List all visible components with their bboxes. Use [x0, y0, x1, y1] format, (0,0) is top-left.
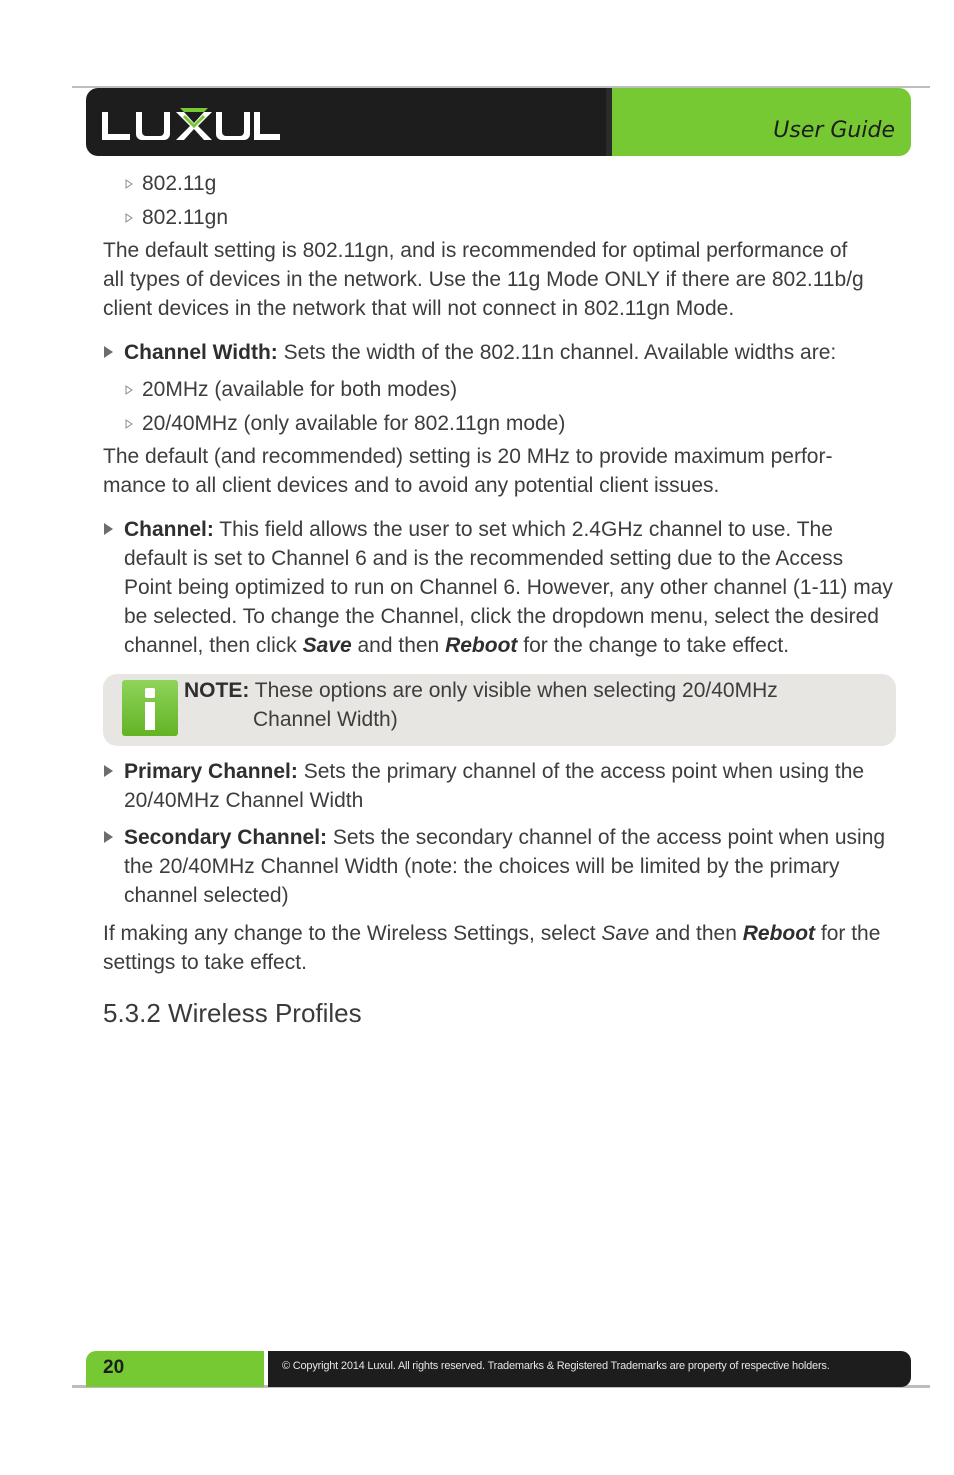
mode-paragraph: The default setting is 802.11gn, and is recommended for optimal performance of all types of devices in the network. Use the 11g Mode ONLY if there are 802.11b/g client devices in the network that will not connect in 802.11gn Mode.	[103, 239, 864, 320]
info-icon	[122, 680, 178, 736]
open-triangle-bullet-icon	[124, 179, 134, 189]
bullet-triangle-icon	[104, 346, 113, 358]
copyright-text: © Copyright 2014 Luxul. All rights reserved. Trademarks & Registered Trademarks are property of respective holders.	[282, 1360, 830, 1372]
open-triangle-bullet-icon	[124, 419, 134, 429]
mode-list-item: 802.11gn	[124, 203, 228, 232]
primary-channel-item: Primary Channel: Sets the primary channel of the access point when using the 20/40MHz Channel Width	[104, 757, 904, 815]
secondary-channel-item: Secondary Channel: Sets the secondary channel of the access point when using the 20/40MHz Channel Width (note: the choices will be limited by the primary channel selected)	[104, 823, 904, 910]
width-option-item: 20MHz (available for both modes)	[124, 375, 457, 404]
closing-paragraph: If making any change to the Wireless Settings, select Save and then Reboot for the settings to take effect.	[103, 922, 881, 974]
channel-width-item: Channel Width: Sets the width of the 802.11n channel. Available widths are:	[104, 338, 904, 367]
bullet-triangle-icon	[104, 523, 113, 535]
luxul-logo	[100, 106, 282, 146]
bullet-triangle-icon	[104, 831, 113, 843]
width-option-item: 20/40MHz (only available for 802.11gn mode)	[124, 409, 565, 438]
channel-item: Channel: This field allows the user to set which 2.4GHz channel to use. The default is set to Channel 6 and is the recommended setting due to the Access Point being optimized to run on Channel 6. However, any other channel (1-11) may be selected. To change the Channel, click the dropdown menu, select the desired channel, then click Save and then Reboot for the change to take effect.	[104, 515, 904, 660]
channel-width-paragraph: The default (and recommended) setting is 20 MHz to provide maximum perfor- mance to all client devices and to avoid any potential client issues.	[103, 445, 833, 497]
section-heading: 5.3.2 Wireless Profiles	[103, 998, 362, 1028]
bullet-triangle-icon	[104, 765, 113, 777]
open-triangle-bullet-icon	[124, 385, 134, 395]
note-text: NOTE: These options are only visible when selecting 20/40MHz Channel Width)	[184, 679, 778, 731]
guide-title: User Guide	[773, 118, 895, 143]
page-number: 20	[103, 1357, 125, 1378]
mode-list-item: 802.11g	[124, 169, 216, 198]
open-triangle-bullet-icon	[124, 213, 134, 223]
